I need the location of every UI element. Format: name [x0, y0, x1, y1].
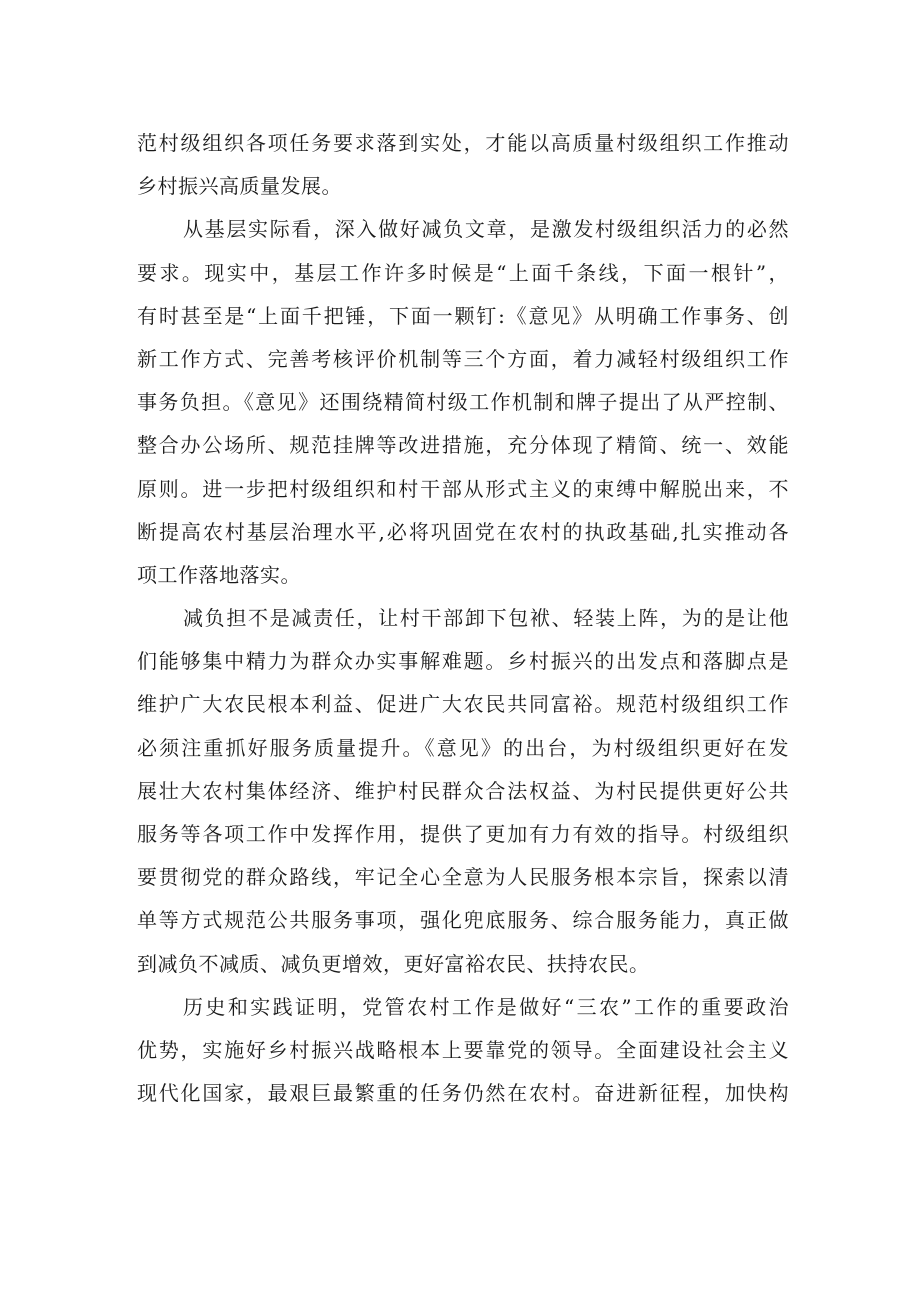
text-line: 减负担不是减责任，让村干部卸下包袱、轻装上阵，为的是让他	[183, 606, 789, 631]
text-line: 历史和实践证明，党管农村工作是做好“三农”工作的重要政治	[183, 994, 789, 1019]
text-line: 要求。现实中，基层工作许多时候是“上面千条线，下面一根针”，	[137, 260, 789, 285]
text-line: 单等方式规范公共服务事项，强化兜底服务、综合服务能力，真正做	[137, 908, 789, 933]
text-line: 必须注重抓好服务质量提升。《意见》的出台，为村级组织更好在发	[137, 735, 789, 760]
text-line: 事务负担。《意见》还围绕精简村级工作机制和牌子提出了从严控制、	[137, 390, 789, 415]
text-line: 从基层实际看，深入做好减负文章，是激发村级组织活力的必然	[183, 217, 789, 242]
text-line: 新工作方式、完善考核评价机制等三个方面，着力减轻村级组织工作	[137, 346, 789, 371]
text-line: 原则。进一步把村级组织和村干部从形式主义的束缚中解脱出来，不	[137, 476, 789, 501]
text-line: 要贯彻党的群众路线，牢记全心全意为人民服务根本宗旨，探索以清	[137, 865, 789, 890]
text-line: 整合办公场所、规范挂牌等改进措施，充分体现了精简、统一、效能	[137, 433, 789, 458]
text-line: 现代化国家，最艰巨最繁重的任务仍然在农村。奋进新征程，加快构	[137, 1081, 789, 1106]
text-line: 优势，实施好乡村振兴战略根本上要靠党的领导。全面建设社会主义	[137, 1037, 789, 1062]
text-line: 项工作落地落实。	[137, 562, 301, 587]
text-line: 展壮大农村集体经济、维护村民群众合法权益、为村民提供更好公共	[137, 778, 789, 803]
text-line: 范村级组织各项任务要求落到实处，才能以高质量村级组织工作推动	[137, 131, 789, 155]
text-line: 到减负不减质、减负更增效，更好富裕农民、扶持农民。	[137, 951, 650, 976]
text-line: 维护广大农民根本利益、促进广大农民共同富裕。规范村级组织工作	[137, 692, 789, 717]
text-line: 服务等各项工作中发挥作用，提供了更加有力有效的指导。村级组织	[137, 822, 789, 846]
text-line: 有时甚至是“上面千把锤，下面一颗钉:《意见》从明确工作事务、创	[137, 303, 789, 328]
document-body	[137, 122, 789, 1115]
text-line: 们能够集中精力为群众办实事解难题。乡村振兴的出发点和落脚点是	[137, 649, 789, 674]
text-line: 断提高农村基层治理水平,必将巩固党在农村的执政基础,扎实推动各	[137, 519, 789, 544]
text-line: 乡村振兴高质量发展。	[137, 174, 342, 199]
